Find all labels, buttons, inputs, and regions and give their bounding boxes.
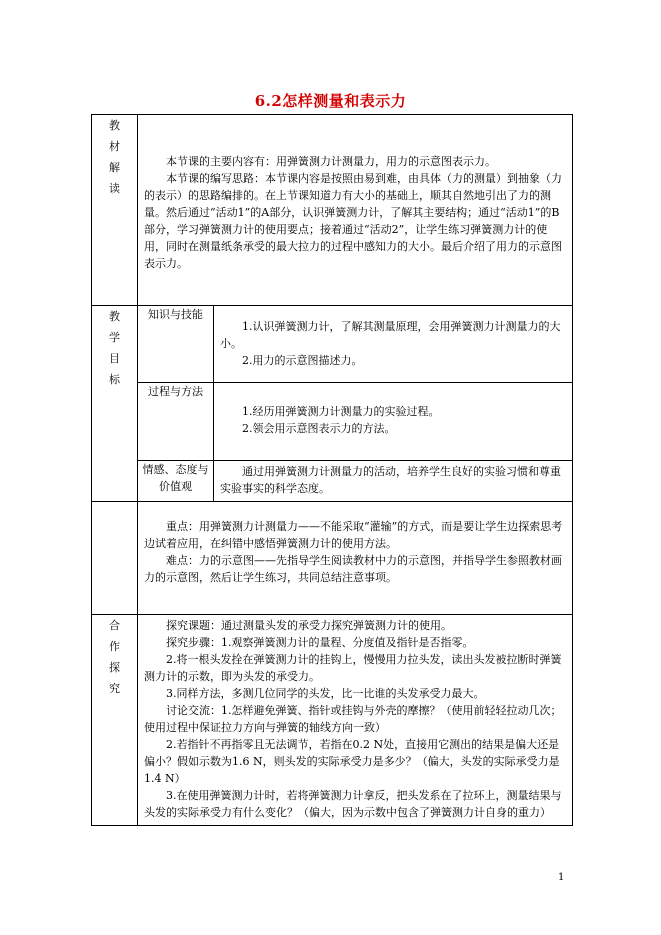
lesson-plan-table xyxy=(91,114,573,826)
zhongnan-content xyxy=(138,502,573,615)
inquiry-line: 2.若指针不再指零且无法调节，若指在0.2 N处，直接用它测出的结果是偏大还是偏小？假如示数为1.6 N，则头发的实际承受力是多少？（偏大，头发的实际承受力是1.4 N） xyxy=(144,738,560,785)
goal-content-process xyxy=(214,383,573,461)
goal-item: 1.经历用弹簧测力计测量力的实验过程。 xyxy=(242,405,440,418)
goal-content-knowledge xyxy=(214,306,573,383)
goal-name-knowledge: 知识与技能 xyxy=(138,306,214,383)
hezuo-content xyxy=(138,615,573,826)
jiaocai-line-1: 本节课的主要内容有：用弹簧测力计测量力，用力的示意图表示力。 xyxy=(166,155,496,168)
inquiry-line: 3.同样方法，多测几位同学的头发，比一比谁的头发承受力最大。 xyxy=(166,687,485,700)
jiaocai-line-2: 本节课的编写思路：本节课内容是按照由易到难，由具体（力的测量）到抽象（力的表示）的思路编排的。在上节课知道力有大小的基础上，顺其自然地引出了力的测量。然后通过“活动1”的A部分，认识弹簧测力计，了解其主要结构；通过“活动1”的B部分，学习弹簧测力计的使用要点；接着通过“活动2”，让学生练习弹簧测力计的使用，同时在测量纸条承受的最大拉力的过程中感知力的大小。最后介绍了用力的示意图表示力。 xyxy=(144,172,562,270)
goal-name-attitude: 情感、态度与价值观 xyxy=(138,461,214,502)
section-label-mubiao: 教学目标 xyxy=(92,306,138,502)
section-label-hezuo: 合作探究 xyxy=(92,615,138,826)
inquiry-line: 探究步骤：1.观察弹簧测力计的量程、分度值及指针是否指零。 xyxy=(166,636,474,649)
goal-item: 通过用弹簧测力计测量力的活动，培养学生良好的实验习惯和尊重实验事实的科学态度。 xyxy=(220,465,561,495)
goal-content-attitude xyxy=(214,461,573,502)
jiaocai-content xyxy=(138,115,573,306)
section-label-zhongnan xyxy=(92,502,138,615)
page-title: 6.2怎样测量和表示力 xyxy=(254,92,407,110)
inquiry-line: 3.在使用弹簧测力计时，若将弹簧测力计拿反，把头发系在了拉环上，测量结果与头发的实际承受力有什么变化？（偏大，因为示数中包含了弹簧测力计自身的重力） xyxy=(144,789,562,819)
inquiry-line: 2.将一根头发拴在弹簧测力计的挂钩上，慢慢用力拉头发，读出头发被拉断时弹簧测力计的示数，即为头发的承受力。 xyxy=(144,653,562,683)
difficult-point: 难点：力的示意图——先指导学生阅读教材中力的示意图，并指导学生参照教材画力的示意图，然后让学生练习，共同总结注意事项。 xyxy=(144,554,562,584)
key-point: 重点：用弹簧测力计测量力——不能采取“灌输”的方式，而是要让学生边探索思考边试着应用，在纠错中感悟弹簧测力计的使用方法。 xyxy=(144,520,563,550)
inquiry-line: 讨论交流：1.怎样避免弹簧、指针或挂钩与外壳的摩擦？（使用前轻轻拉动几次；使用过程中保证拉力方向与弹簧的轴线方向一致） xyxy=(144,704,562,734)
goal-item: 2.用力的示意图描述力。 xyxy=(242,354,363,367)
page-number: 1 xyxy=(558,872,565,883)
inquiry-line: 探究课题：通过测量头发的承受力探究弹簧测力计的使用。 xyxy=(166,619,452,632)
goal-name-process: 过程与方法 xyxy=(138,383,214,461)
section-label-jiaocai: 教材解读 xyxy=(92,115,138,306)
goal-item: 2.领会用示意图表示力的方法。 xyxy=(242,422,396,435)
goal-item: 1.认识弹簧测力计，了解其测量原理，会用弹簧测力计测量力的大小。 xyxy=(220,320,561,350)
